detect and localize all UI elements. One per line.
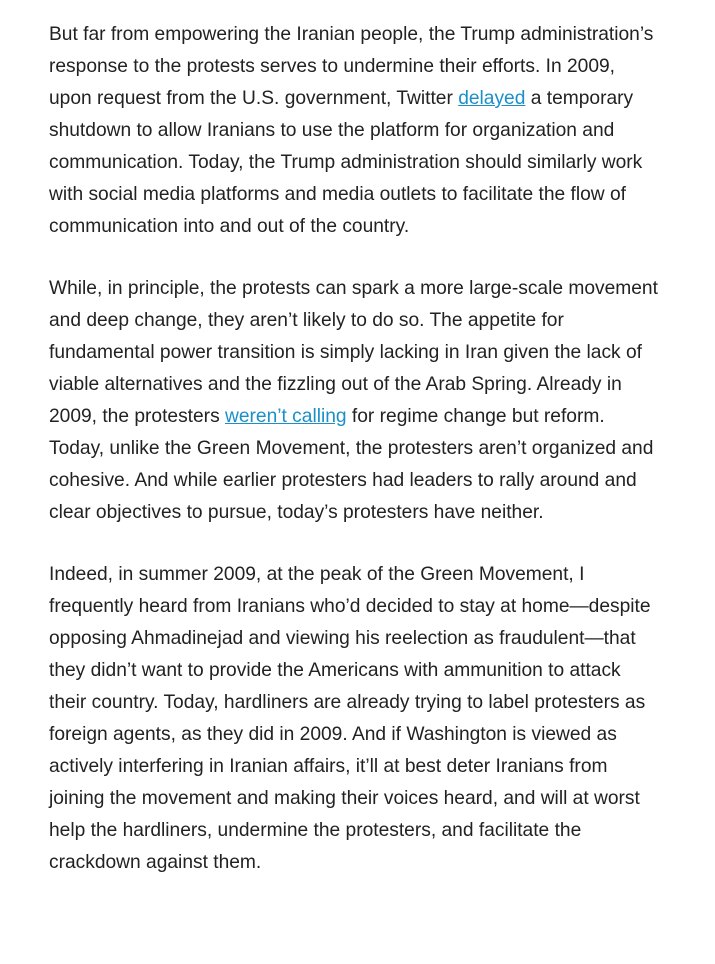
paragraph-twitter-shutdown [49, 19, 659, 243]
article-body [49, 19, 659, 909]
paragraph-text-after-link: a temporary shutdown to allow Iranians to use the platform for organization and communication. Today, the Trump administration should similarly work with social media platforms and media outlets to facilitate the flow of communication into and out of the country. [49, 88, 643, 237]
werent-calling-link[interactable]: weren’t calling [225, 406, 347, 427]
delayed-link[interactable]: delayed [458, 88, 526, 109]
paragraph-green-movement: Indeed, in summer 2009, at the peak of the Green Movement, I frequently heard from Iranians who’d decided to stay at home—despite opposing Ahmadinejad and viewing his reelection as fraudulent—that they didn’t want to provide the Americans with ammunition to attack their country. Today, hardliners are already trying to label protesters as foreign agents, as they did in 2009. And if Washington is viewed as actively interfering in Iranian affairs, it’ll at best deter Iranians from joining the movement and making their voices heard, and will at worst help the hardliners, undermine the protesters, and facilitate the crackdown against them. [49, 564, 651, 873]
paragraph-text-before-link: While, in principle, the protests can spark a more large-scale movement and deep change, they aren’t likely to do so. The appetite for fundamental power transition is simply lacking in Iran given the lack of viable alternatives and the fizzling out of the Arab Spring. Already in 2009, the protesters [49, 278, 658, 427]
paragraph-text-after-link: for regime change but reform. Today, unlike the Green Movement, the protesters aren’t organized and cohesive. And while earlier protesters had leaders to rally around and clear objectives to pursue, today’s protesters have neither. [49, 406, 654, 523]
paragraph-text-before-link: But far from empowering the Iranian people, the Trump administration’s response to the protests serves to undermine their efforts. In 2009, upon request from the U.S. government, Twitter [49, 24, 654, 109]
paragraph-protest-outlook [49, 273, 659, 529]
